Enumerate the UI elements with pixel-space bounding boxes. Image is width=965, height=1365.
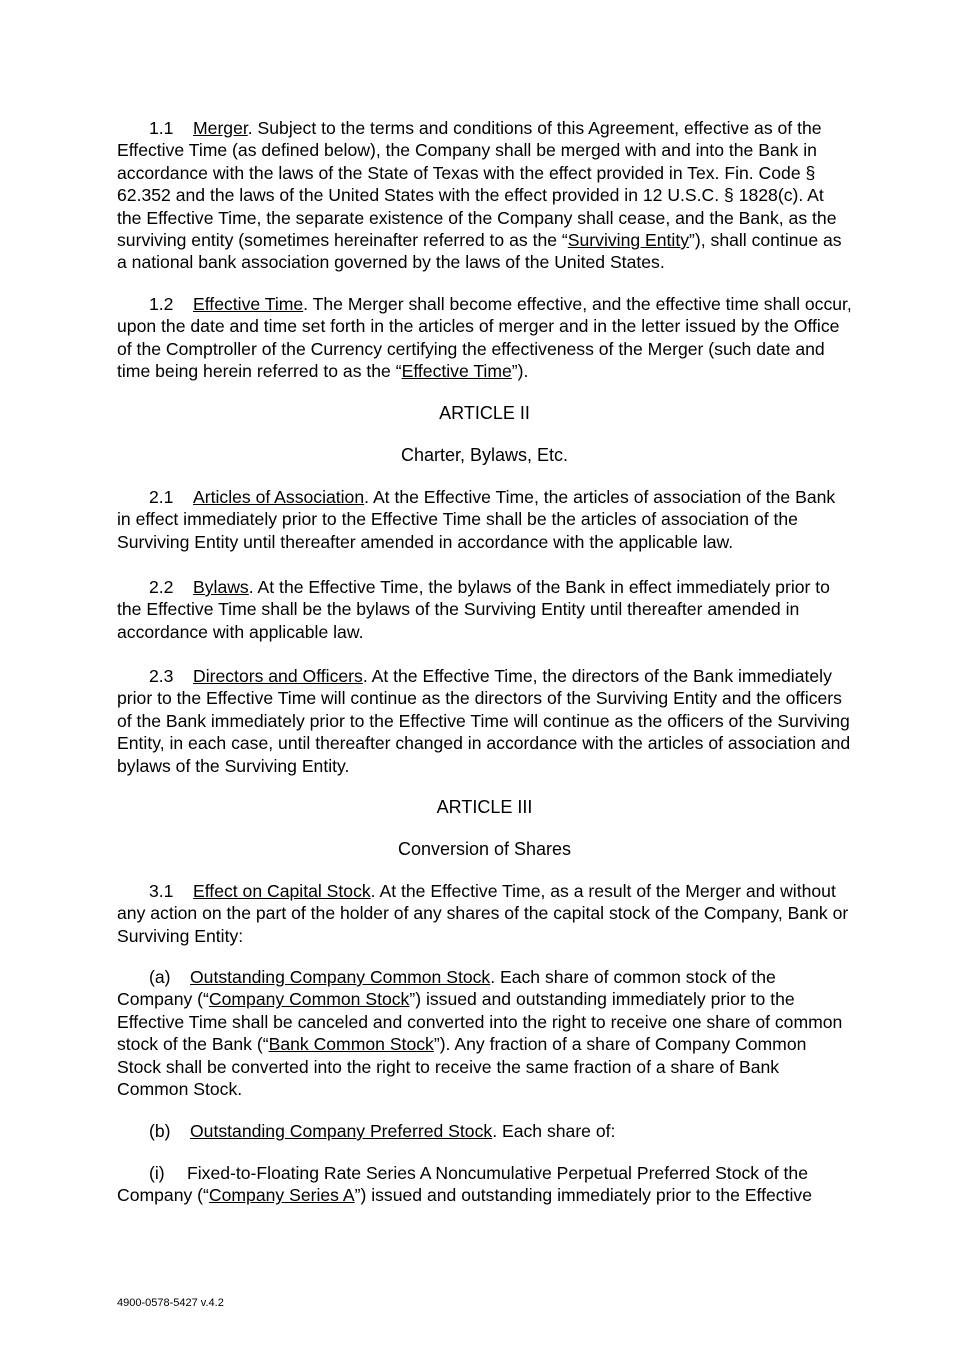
section-text: ”), shall continue as a national bank association governed by the laws of the United States. (117, 230, 842, 273)
defined-term: Company Series A (208, 1185, 355, 1206)
section-text: ”). (511, 361, 529, 382)
subsection-number: (b) (149, 1121, 171, 1141)
section-number: 1.2 (149, 294, 174, 314)
section-title: Effective Time (193, 294, 304, 314)
section-number: 2.2 (149, 577, 174, 597)
section-text: . Subject to the terms and conditions of this Agreement, effective as of the Effective Time (as defined below), the Company shall be merged with and into the Bank in accordance with the laws of the State of Texas with the effect provided in Tex. Fin. Code § 62.352 and the laws of the United States with the effect provided in 12 U.S.C. § 1828(c). At the Effective Time, the separate existence of the Company shall cease, and the Bank, as the surviving entity (sometimes hereinafter referred to as the “ (117, 118, 837, 251)
subsection-a-company-common-stock (117, 966, 852, 1100)
section-2-1-articles-of-association (117, 486, 852, 553)
article-ii-subheading: Charter, Bylaws, Etc. (400, 445, 569, 465)
section-3-1-effect-on-capital-stock (117, 880, 852, 947)
article-iii-heading: ARTICLE III (436, 797, 533, 817)
section-title: Directors and Officers (193, 666, 363, 686)
subsection-title: Outstanding Company Preferred Stock (190, 1121, 493, 1141)
clause-i-company-series-a (117, 1162, 852, 1207)
section-number: 3.1 (149, 881, 174, 901)
defined-term: Surviving Entity (567, 230, 690, 251)
section-text: . At the Effective Time, the directors of the Bank immediately prior to the Effective Time will continue as the directors of the Surviving Entity and the officers of the Bank immediately prior to the Effective Time will continue as the officers of the Surviving Entity, in each case, until thereafter changed in accordance with the articles of association and bylaws of the Surviving Entity. (117, 666, 851, 776)
section-1-2-effective-time (117, 293, 852, 383)
clause-number: (i) (149, 1163, 165, 1183)
document-id-footer: 4900-0578-5427 v.4.2 (117, 1297, 224, 1309)
clause-text: Fixed-to-Floating Rate Series A Noncumulative Perpetual Preferred Stock of the Company (“ (117, 1163, 808, 1206)
article-ii-heading: ARTICLE II (439, 403, 530, 423)
subsection-text: ”). Any fraction of a share of Company Common Stock shall be converted into the right to receive the same fraction of a share of Bank Common Stock. (117, 1034, 807, 1100)
section-2-3-directors-and-officers (117, 665, 852, 777)
section-number: 1.1 (149, 118, 174, 138)
subsection-text: ”) issued and outstanding immediately prior to the Effective Time shall be canceled and converted into the right to receive one share of common stock of the Bank (“ (117, 989, 843, 1055)
section-text: . At the Effective Time, as a result of the Merger and without any action on the part of the holder of any shares of the capital stock of the Company, Bank or Surviving Entity: (117, 881, 849, 946)
section-title: Effect on Capital Stock (193, 881, 371, 901)
subsection-b-company-preferred-stock (117, 1120, 852, 1142)
section-text: . At the Effective Time, the articles of association of the Bank in effect immediately prior to the Effective Time shall be the articles of association of the Surviving Entity until thereafter amended in accordance with the applicable law. (117, 487, 836, 552)
section-number: 2.1 (149, 487, 174, 507)
section-title: Merger (193, 118, 248, 138)
section-text: . The Merger shall become effective, and the effective time shall occur, upon the date and time set forth in the articles of merger and in the letter issued by the Office of the Comptroller of the Currency certifying the effectiveness of the Merger (such date and time being herein referred to as the “ (117, 294, 852, 382)
subsection-text: . Each share of common stock of the Company (“ (117, 967, 776, 1010)
defined-term: Effective Time (401, 361, 512, 382)
section-2-2-bylaws (117, 576, 852, 643)
section-text: . At the Effective Time, the bylaws of the Bank in effect immediately prior to the Effective Time shall be the bylaws of the Surviving Entity until thereafter amended in accordance with applicable law. (117, 577, 830, 642)
subsection-text: . Each share of: (492, 1121, 616, 1141)
subsection-number: (a) (149, 967, 171, 987)
clause-text: ”) issued and outstanding immediately prior to the Effective (354, 1185, 812, 1206)
section-title: Articles of Association (193, 487, 365, 507)
section-number: 2.3 (149, 666, 174, 686)
defined-term: Bank Common Stock (268, 1034, 434, 1055)
subsection-title: Outstanding Company Common Stock (190, 967, 491, 987)
section-title: Bylaws (193, 577, 249, 597)
defined-term: Company Common Stock (208, 989, 410, 1010)
section-1-1-merger (117, 117, 852, 274)
article-iii-subheading: Conversion of Shares (397, 839, 572, 859)
